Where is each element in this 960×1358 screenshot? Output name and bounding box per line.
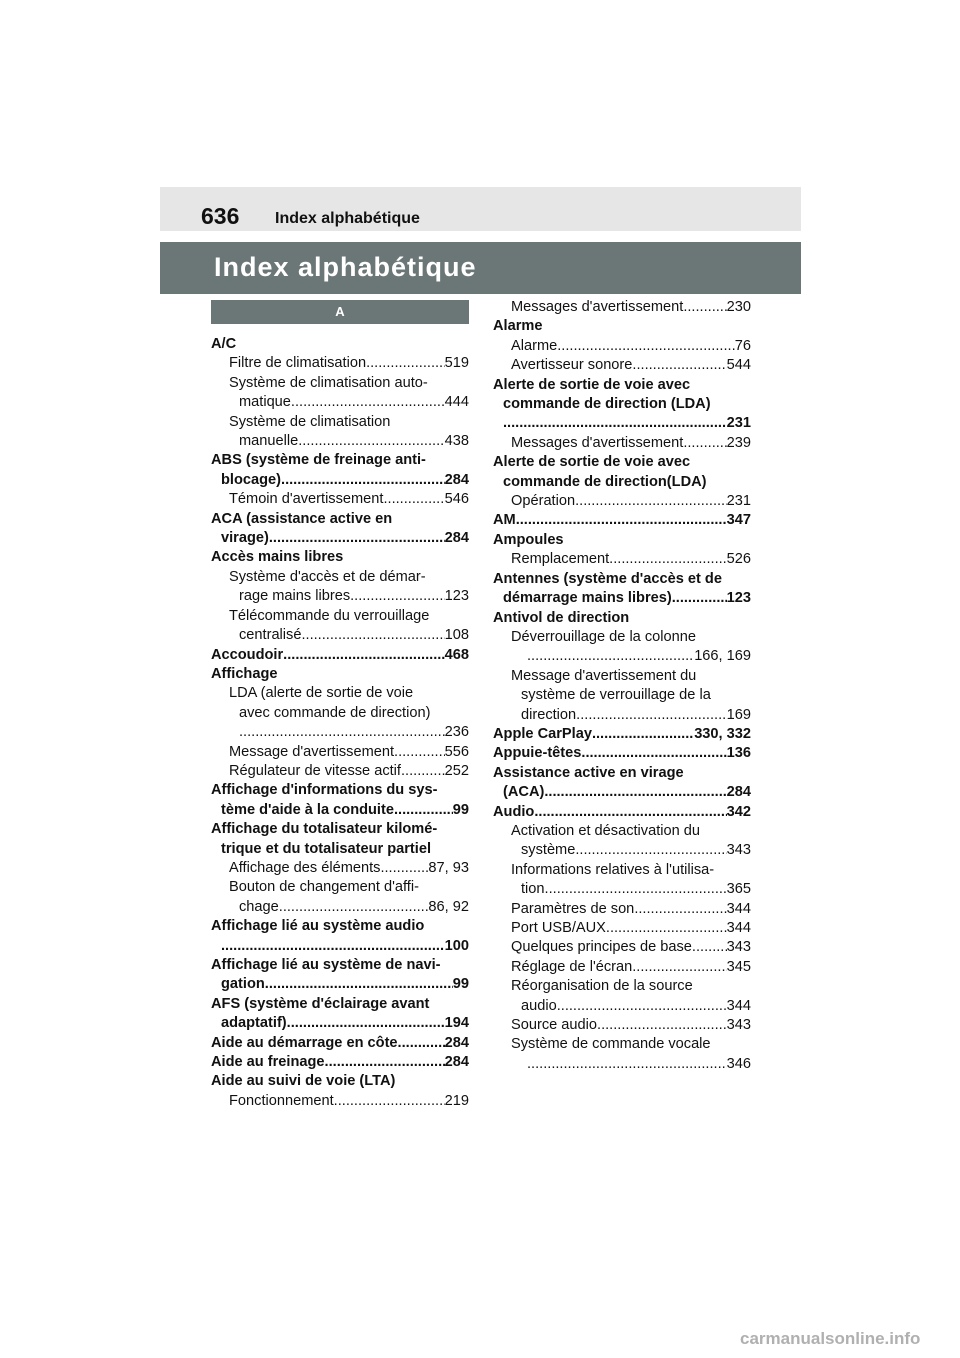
index-entry — [211, 413, 469, 452]
index-column-left — [211, 335, 469, 1111]
index-entry — [493, 492, 751, 511]
index-line — [493, 744, 751, 763]
index-term: Opération — [511, 493, 576, 510]
index-entry — [211, 995, 469, 1034]
index-entry — [493, 919, 751, 938]
index-line — [211, 1092, 469, 1111]
index-entry — [493, 861, 751, 900]
running-header-title: Index alphabétique — [275, 210, 420, 227]
index-term: Messages d'avertissement — [511, 299, 684, 315]
index-entry — [211, 917, 469, 956]
index-line — [211, 1053, 469, 1072]
index-term: Antennes (système d'accès et de — [493, 570, 722, 587]
index-term: Fonctionnement — [229, 1092, 334, 1109]
index-term: Réorganisation de la source — [511, 978, 693, 995]
leader-dots — [527, 1055, 727, 1074]
index-line — [211, 898, 469, 917]
index-term: Alerte de sortie de voie avec — [493, 376, 691, 393]
index-entry — [211, 646, 469, 665]
index-entry — [493, 609, 751, 628]
index-line — [493, 803, 751, 822]
page-reference: 252 — [444, 762, 469, 779]
index-line — [493, 919, 751, 938]
page-reference: 284 — [444, 530, 469, 547]
index-term: Aide au freinage — [211, 1054, 325, 1071]
index-entry — [493, 376, 751, 434]
index-line — [211, 1034, 469, 1053]
index-term: système — [521, 842, 576, 859]
index-term: Système de climatisation — [229, 413, 391, 430]
index-entry — [493, 628, 751, 667]
index-entry — [493, 511, 751, 530]
index-entry — [211, 335, 469, 354]
page-number: 636 — [201, 203, 240, 229]
index-line — [211, 743, 469, 762]
index-line — [493, 647, 751, 666]
index-line — [211, 646, 469, 665]
index-entry — [493, 667, 751, 725]
index-entry — [211, 451, 469, 490]
index-term: Réglage de l'écran — [511, 958, 633, 975]
index-term: système de verrouillage de la — [521, 687, 711, 704]
leader-dots — [516, 511, 727, 530]
index-line — [211, 762, 469, 781]
leader-dots — [503, 414, 727, 433]
leader-dots — [380, 859, 428, 878]
page-reference: 194 — [444, 1015, 469, 1032]
index-entry — [211, 743, 469, 762]
index-term: Aide au suivi de voie (LTA) — [211, 1073, 396, 1090]
index-term: Aide au démarrage en côte — [211, 1034, 398, 1051]
index-entry — [211, 568, 469, 607]
page-reference: 230 — [726, 299, 751, 315]
index-line — [211, 1014, 469, 1033]
index-term: rage mains libres — [239, 588, 351, 605]
index-entry — [211, 510, 469, 549]
index-entry — [493, 356, 751, 375]
index-entry — [211, 607, 469, 646]
index-line — [493, 997, 751, 1016]
leader-dots — [265, 975, 453, 994]
index-term: Affichage — [211, 665, 278, 682]
index-line — [493, 1016, 751, 1035]
index-term: Antivol de direction — [493, 609, 630, 626]
index-line — [493, 337, 751, 356]
leader-dots — [545, 880, 727, 899]
index-entry — [493, 550, 751, 569]
index-entry — [493, 938, 751, 957]
index-term: Affichage du totalisateur kilomé- — [211, 821, 438, 838]
page-reference: 438 — [444, 433, 469, 450]
page-reference: 344 — [726, 900, 751, 917]
index-term: Remplacement — [511, 551, 610, 568]
page-reference: 347 — [726, 512, 751, 529]
page-reference: 166, 169 — [694, 648, 751, 665]
index-entry — [493, 977, 751, 1016]
leader-dots — [592, 725, 694, 744]
leader-dots — [692, 938, 727, 957]
index-term: matique — [239, 394, 291, 411]
page-reference: 86, 92 — [428, 898, 469, 915]
index-entry — [493, 1035, 751, 1074]
index-term: Filtre de climatisation — [229, 355, 367, 372]
leader-dots — [287, 1014, 445, 1033]
index-term: audio — [521, 997, 557, 1014]
leader-dots — [398, 1034, 445, 1053]
index-term: Déverrouillage de la colonne — [511, 628, 696, 645]
index-term: commande de direction (LDA) — [503, 396, 711, 413]
leader-dots — [597, 1016, 727, 1035]
index-term: manuelle — [239, 433, 299, 450]
index-term: Alarme — [511, 337, 558, 354]
index-term: LDA (alerte de sortie de voie — [229, 685, 414, 702]
page-reference: 365 — [726, 881, 751, 898]
index-term: Alerte de sortie de voie avec — [493, 454, 691, 471]
leader-dots — [301, 626, 444, 645]
index-term: gation — [221, 976, 265, 993]
index-term: Système d'accès et de démar- — [229, 568, 426, 585]
leader-dots — [672, 589, 727, 608]
leader-dots — [281, 471, 445, 490]
index-term: Accoudoir — [211, 646, 284, 663]
index-line — [493, 880, 751, 899]
index-term: Système de climatisation auto- — [229, 374, 428, 391]
index-term: Télécommande du verrouillage — [229, 607, 430, 624]
leader-dots — [557, 997, 727, 1016]
page-reference: 123 — [726, 590, 751, 607]
page-reference: 231 — [726, 415, 751, 432]
leader-dots — [350, 587, 445, 606]
index-term: Affichage d'informations du sys- — [211, 782, 438, 799]
index-line — [211, 471, 469, 490]
page-reference: 343 — [726, 939, 751, 956]
leader-dots — [557, 337, 735, 356]
page-reference: 444 — [444, 394, 469, 411]
index-line — [211, 975, 469, 994]
page-reference: 346 — [726, 1055, 751, 1072]
index-entry — [493, 958, 751, 977]
index-term: AM — [493, 512, 516, 529]
index-entry — [211, 548, 469, 567]
index-entry — [211, 1053, 469, 1072]
index-term: AFS (système d'éclairage avant — [211, 995, 430, 1012]
leader-dots — [394, 743, 445, 762]
index-entry — [211, 354, 469, 373]
index-column-right — [493, 298, 751, 1074]
index-line — [211, 859, 469, 878]
index-line — [211, 723, 469, 742]
index-line — [211, 490, 469, 509]
index-term: Source audio — [511, 1017, 598, 1034]
index-term: virage) — [221, 530, 269, 547]
index-term: Activation et désactivation du — [511, 822, 701, 839]
index-term: trique et du totalisateur partiel — [221, 840, 432, 857]
index-line — [493, 900, 751, 919]
index-entry — [211, 1092, 469, 1111]
page-reference: 284 — [726, 784, 751, 801]
leader-dots — [683, 434, 726, 453]
index-line — [211, 626, 469, 645]
index-term: Quelques principes de base — [511, 939, 692, 956]
page-reference: 236 — [444, 724, 469, 741]
page-reference: 239 — [726, 434, 751, 451]
page-reference: 87, 93 — [428, 859, 469, 876]
leader-dots — [325, 1053, 445, 1072]
index-term: ACA (assistance active en — [211, 510, 393, 527]
index-term: centralisé — [239, 627, 302, 644]
page-reference: 219 — [444, 1092, 469, 1109]
page-reference: 344 — [726, 920, 751, 936]
page-reference: 99 — [452, 976, 469, 993]
page-reference: 123 — [444, 588, 469, 605]
page-header — [160, 187, 801, 231]
leader-dots — [609, 550, 726, 569]
index-term: Message d'avertissement du — [511, 667, 697, 684]
index-term: Affichage lié au système de navi- — [211, 957, 441, 973]
index-term: avec commande de direction) — [239, 704, 431, 721]
page-reference: 76 — [734, 337, 751, 354]
index-line — [493, 434, 751, 453]
page-reference: 330, 332 — [694, 725, 751, 742]
index-entry — [211, 1034, 469, 1053]
index-term: ABS (système de freinage anti- — [211, 452, 426, 469]
page-reference: 136 — [726, 745, 751, 762]
index-term: Port USB/AUX — [511, 920, 606, 936]
leader-dots — [632, 356, 726, 375]
page-reference: 342 — [726, 803, 751, 820]
leader-dots — [334, 1092, 445, 1111]
page-reference: 231 — [726, 493, 751, 510]
leader-dots — [283, 646, 444, 665]
index-term: Affichage des éléments — [229, 859, 381, 876]
index-entry — [211, 1072, 469, 1091]
page-reference: 343 — [726, 1017, 751, 1034]
index-line — [493, 841, 751, 860]
index-line — [493, 1055, 751, 1074]
index-line — [211, 432, 469, 451]
index-line — [493, 938, 751, 957]
index-entry — [493, 570, 751, 609]
index-term: Affichage lié au système audio — [211, 918, 425, 935]
index-term: Bouton de changement d'affi- — [229, 879, 419, 896]
index-entry — [211, 859, 469, 878]
index-entry — [493, 764, 751, 803]
index-entry — [493, 900, 751, 919]
index-term: tion — [521, 881, 545, 898]
leader-dots — [269, 529, 445, 548]
index-entry — [493, 453, 751, 492]
index-line — [493, 550, 751, 569]
page-reference: 468 — [444, 646, 469, 663]
index-line — [211, 354, 469, 373]
leader-dots — [383, 490, 444, 509]
page-reference: 99 — [452, 801, 469, 818]
index-term: Message d'avertissement — [229, 743, 395, 760]
leader-dots — [581, 744, 726, 763]
index-entry — [493, 337, 751, 356]
index-term: Assistance active en virage — [493, 764, 684, 781]
index-line — [493, 298, 751, 317]
page-reference: 519 — [444, 355, 469, 372]
leader-dots — [291, 393, 445, 412]
index-entry — [211, 956, 469, 995]
index-line — [493, 958, 751, 977]
index-term: Paramètres de son — [511, 900, 635, 917]
leader-dots — [239, 723, 445, 742]
leader-dots — [576, 706, 726, 725]
page-reference: 345 — [726, 958, 751, 975]
page-reference: 544 — [726, 357, 751, 374]
index-entry — [211, 781, 469, 820]
index-term: Informations relatives à l'utilisa- — [511, 861, 715, 878]
index-entry — [211, 490, 469, 509]
leader-dots — [279, 898, 429, 917]
index-entry — [493, 725, 751, 744]
page-reference: 343 — [726, 842, 751, 859]
leader-dots — [683, 298, 726, 317]
index-entry — [493, 803, 751, 822]
index-term: Messages d'avertissement — [511, 434, 684, 451]
leader-dots — [634, 900, 726, 919]
index-term: Audio — [493, 803, 535, 820]
page-reference: 344 — [726, 997, 751, 1014]
page-reference: 284 — [444, 471, 469, 488]
index-line — [493, 725, 751, 744]
index-line — [493, 492, 751, 511]
index-term: commande de direction(LDA) — [503, 473, 707, 490]
index-entry — [493, 1016, 751, 1035]
index-line — [211, 587, 469, 606]
leader-dots — [632, 958, 726, 977]
index-line — [493, 414, 751, 433]
index-term: Avertisseur sonore — [511, 357, 633, 374]
index-term: Appuie-têtes — [493, 745, 582, 762]
index-entry — [493, 744, 751, 763]
leader-dots — [298, 432, 444, 451]
page-reference: 100 — [444, 937, 469, 954]
index-entry — [211, 820, 469, 859]
index-line — [493, 589, 751, 608]
index-term: blocage) — [221, 471, 282, 488]
leader-dots — [606, 919, 727, 938]
index-line — [211, 801, 469, 820]
index-line — [493, 356, 751, 375]
section-letter-bar: A — [211, 300, 469, 324]
page-reference: 546 — [444, 491, 469, 508]
index-term: tème d'aide à la conduite — [221, 801, 394, 818]
index-term: Système de commande vocale — [511, 1036, 711, 1053]
page-reference: 284 — [444, 1034, 469, 1051]
index-term: démarrage mains libres) — [503, 590, 672, 607]
leader-dots — [575, 841, 726, 860]
index-line — [493, 511, 751, 530]
page-title: Index alphabétique — [214, 252, 477, 282]
index-term: Apple CarPlay — [493, 725, 592, 742]
index-entry — [493, 434, 751, 453]
watermark: carmanualsonline.info — [740, 1329, 921, 1348]
page-reference: 556 — [444, 743, 469, 760]
index-term: adaptatif) — [221, 1015, 287, 1032]
index-term: Ampoules — [493, 531, 564, 548]
index-line — [493, 783, 751, 802]
index-entry — [211, 878, 469, 917]
index-entry — [211, 762, 469, 781]
leader-dots — [527, 647, 694, 666]
index-term: Témoin d'avertissement — [229, 491, 384, 508]
page-reference: 284 — [444, 1054, 469, 1071]
page-reference: 108 — [444, 627, 469, 644]
index-term: Accès mains libres — [211, 549, 344, 566]
index-entry — [211, 374, 469, 413]
index-term: Alarme — [493, 318, 543, 335]
index-entry — [493, 822, 751, 861]
index-entry — [493, 317, 751, 336]
index-entry — [211, 684, 469, 742]
index-line — [211, 529, 469, 548]
index-entry — [493, 298, 751, 317]
index-term: A/C — [211, 336, 237, 352]
index-entry — [493, 531, 751, 550]
index-line — [493, 706, 751, 725]
index-term: direction — [521, 706, 577, 723]
index-term: Régulateur de vitesse actif — [229, 762, 401, 779]
page-reference: 169 — [726, 706, 751, 723]
leader-dots — [534, 803, 726, 822]
leader-dots — [544, 783, 726, 802]
index-term: chage — [239, 898, 279, 915]
page-reference: 526 — [726, 551, 751, 568]
leader-dots — [394, 801, 453, 820]
leader-dots — [221, 937, 445, 956]
index-term: (ACA) — [503, 784, 545, 801]
leader-dots — [366, 354, 445, 373]
leader-dots — [575, 492, 727, 511]
leader-dots — [401, 762, 445, 781]
index-line — [211, 393, 469, 412]
index-line — [211, 937, 469, 956]
index-entry — [211, 665, 469, 684]
